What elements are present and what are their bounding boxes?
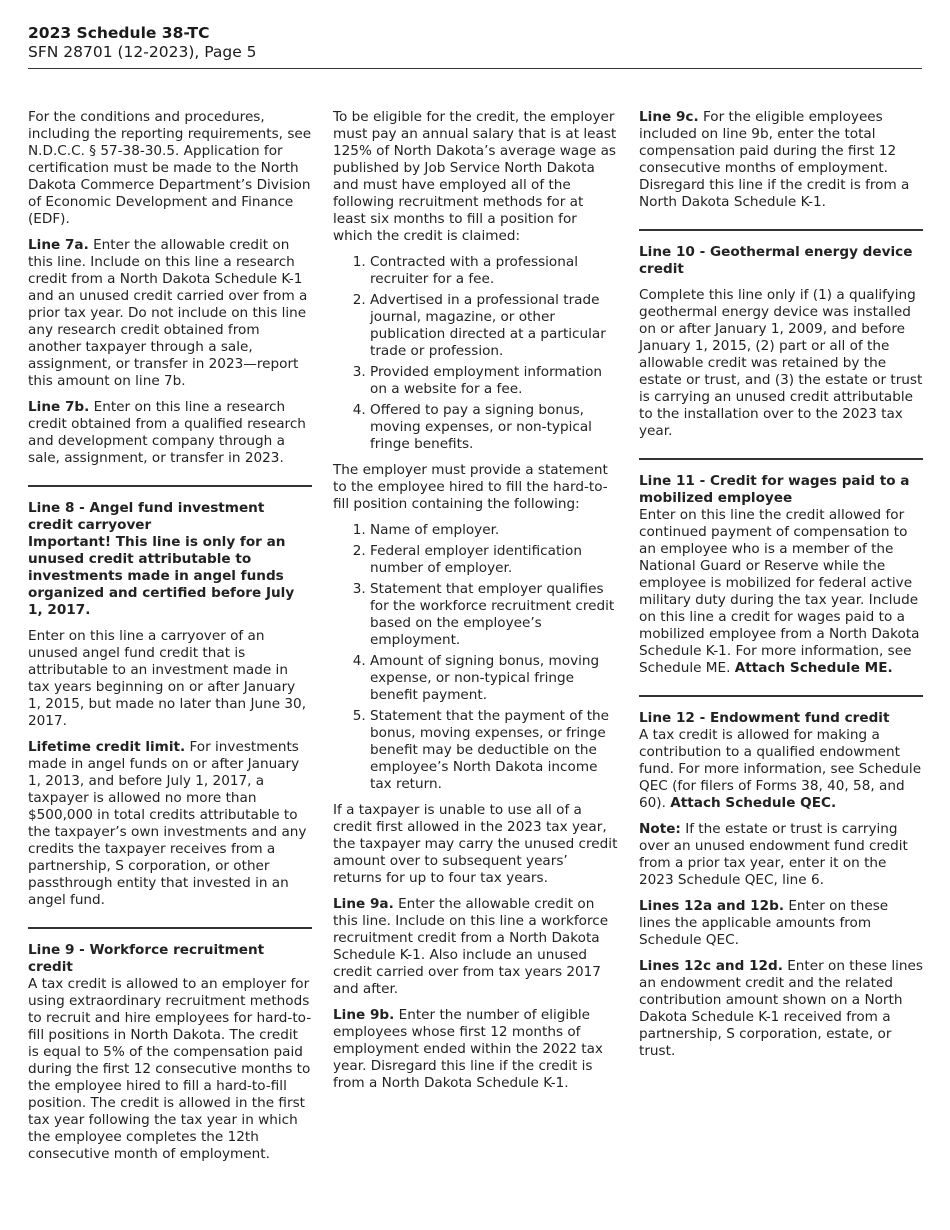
line-12-attach: Attach Schedule QEC. (670, 795, 837, 811)
recruitment-methods-list (333, 254, 618, 453)
line-9b-label: Line 9b. (333, 1007, 395, 1023)
list-item: 4. Amount of signing bonus, moving expense, or non-typical fringe benefit payment. (370, 653, 618, 704)
statement-paragraph: The employer must provide a statement to the employee hired to fill the hard-to-fill position containing the following: (333, 462, 608, 512)
line-9c-text: For the eligible employees included on line 9b, enter the total compensation paid during the first 12 consecutive months of employment. Disregard this line if the credit is from a North Dakota Schedule K-1. (639, 109, 910, 210)
line-9b-text: Enter the number of eligible employees whose first 12 months of employment ended within the 2022 tax year. Disregard this line if the credit is from a North Dakota Schedule K-1. (333, 1007, 603, 1091)
column-3 (639, 109, 923, 1069)
carryover-paragraph: If a taxpayer is unable to use all of a credit first allowed in the 2023 tax year, the taxpayer may carry the unused credit amount over to subsequent years’ returns for up to four tax years. (333, 802, 618, 886)
line-8-heading: Line 8 - Angel fund investment credit carryover (28, 500, 265, 533)
lines-12cd-label: Lines 12c and 12d. (639, 958, 783, 974)
line-7b-label: Line 7b. (28, 399, 90, 415)
line-10-text: Complete this line only if (1) a qualifying geothermal energy device was installed on or after January 1, 2009, and before January 1, 2015, (2) part or all of the allowable credit was retained by the estate or trust, and (3) the estate or trust is carrying an unused credit attributable to the installation over to the 2023 tax year. (639, 287, 923, 439)
line-9-heading: Line 9 - Workforce recruitment credit (28, 942, 265, 975)
line-9b-paragraph (333, 1007, 618, 1092)
line-9-text: A tax credit is allowed to an employer for using extraordinary recruitment methods to recruit and hire employees for hard-to-fill positions in North Dakota. The credit is equal to 5% of the compensation paid during the first 12 consecutive months to the employee hired to fill a hard-to-fill position. The credit is allowed in the first tax year following the tax year in which the employee completes the 12th consecutive month of employment. (28, 976, 312, 1162)
line-8-important: Important! This line is only for an unused credit attributable to investments made in angel funds organized and certified before July 1, 2017. (28, 534, 295, 618)
line-12-paragraph (639, 727, 923, 812)
lifetime-limit-paragraph (28, 739, 312, 909)
column-1 (28, 109, 312, 1172)
list-item: 2. Federal employer identification number of employer. (370, 543, 618, 577)
section-divider (28, 485, 312, 487)
line-7b-text: Enter on this line a research credit obtained from a qualified research and development company through a sale, assignment, or transfer in 2023. (28, 399, 306, 466)
line-10-heading: Line 10 - Geothermal energy device credit (639, 244, 913, 277)
line-7a-label: Line 7a. (28, 237, 89, 253)
line-11-paragraph (639, 507, 923, 677)
section-divider (639, 229, 923, 231)
section-divider (639, 695, 923, 697)
list-item: 1. Name of employer. (370, 522, 618, 539)
lines-12cd-text: Enter on these lines an endowment credit and the related contribution amount shown on a North Dakota Schedule K-1 received from a partnership, S corporation, estate, or trust. (639, 958, 923, 1059)
section-divider (28, 927, 312, 929)
line-7a-text: Enter the allowable credit on this line. Include on this line a research credit from a North Dakota Schedule K-1 and an unused credit carried over from a prior tax year. Do not include on this line any research credit obtained from another taxpayer through a sale, assignment, or transfer in 2023—report this amount on line 7b. (28, 237, 308, 389)
note-text: If the estate or trust is carrying over an unused endowment fund credit from a prior tax year, enter it on the 2023 Schedule QEC, line 6. (639, 821, 908, 888)
line-7b-paragraph (28, 399, 312, 467)
line-7a-paragraph (28, 237, 312, 390)
line-9c-label: Line 9c. (639, 109, 699, 125)
lines-12ab-text: Enter on these lines the applicable amounts from Schedule QEC. (639, 898, 889, 948)
note-label: Note: (639, 821, 681, 837)
line-12-text: A tax credit is allowed for making a contribution to a qualified endowment fund. For more information, see Schedule QEC (for filers of Forms 38, 40, 58, and 60). (639, 727, 922, 811)
line-9a-label: Line 9a. (333, 896, 394, 912)
list-item: 5. Statement that the payment of the bonus, moving expenses, or fringe benefit may be deductible on the employee’s North Dakota income tax return. (370, 708, 618, 793)
list-item: 1. Contracted with a professional recruiter for a fee. (370, 254, 618, 288)
line-12-heading: Line 12 - Endowment fund credit (639, 710, 890, 726)
form-subtitle: SFN 28701 (12-2023), Page 5 (28, 43, 257, 61)
line-9a-paragraph (333, 896, 618, 998)
list-item: 3. Statement that employer qualifies for the workforce recruitment credit based on the employee’s employment. (370, 581, 618, 649)
lines-12ab-paragraph (639, 898, 923, 949)
line-8-text: Enter on this line a carryover of an unused angel fund credit that is attributable to an investment made in tax years beginning on or after January 1, 2015, but made no later than June 30, 2017. (28, 628, 307, 729)
line-11-text: Enter on this line the credit allowed for continued payment of compensation to an employee who is a member of the National Guard or Reserve while the employee is mobilized for federal active military duty during the tax year. Include on this line a credit for wages paid to a mobilized employee from a North Dakota Schedule K-1. For more information, see Schedule ME. (639, 507, 920, 676)
lines-12cd-paragraph (639, 958, 923, 1060)
section-divider (639, 458, 923, 460)
header-divider (28, 68, 922, 69)
lifetime-limit-text: For investments made in angel funds on or after January 1, 2013, and before July 1, 2017, a taxpayer is allowed no more than $500,000 in total credits attributable to the taxpayer’s own investments and any credits the taxpayer receives from a partnership, S corporation, or other passthrough entity that invested in an angel fund. (28, 739, 307, 908)
line-11-heading: Line 11 - Credit for wages paid to a mobilized employee (639, 473, 910, 506)
lifetime-limit-label: Lifetime credit limit. (28, 739, 186, 755)
line-11-attach: Attach Schedule ME. (734, 660, 893, 676)
page-header (28, 24, 922, 62)
schedule-title: 2023 Schedule 38-TC (28, 24, 210, 42)
line-9a-text: Enter the allowable credit on this line. Include on this line a workforce recruitment credit from a North Dakota Schedule K-1. Also include an unused credit carried over from tax years 2017 and after. (333, 896, 609, 997)
note-paragraph (639, 821, 923, 889)
statement-items-list (333, 522, 618, 793)
eligibility-paragraph: To be eligible for the credit, the employer must pay an annual salary that is at least 125% of North Dakota’s average wage as published by Job Service North Dakota and must have employed all of the following recruitment methods for at least six months to fill a position for which the credit is claimed: (333, 109, 617, 244)
list-item: 4. Offered to pay a signing bonus, moving expenses, or non-typical fringe benefits. (370, 402, 618, 453)
column-2 (333, 109, 618, 1101)
lines-12ab-label: Lines 12a and 12b. (639, 898, 784, 914)
conditions-paragraph: For the conditions and procedures, including the reporting requirements, see N.D.C.C. § 57-38-30.5. Application for certification must be made to the North Dakota Commerce Department’s Division of Economic Development and Finance (EDF). (28, 109, 312, 227)
list-item: 3. Provided employment information on a website for a fee. (370, 364, 618, 398)
list-item: 2. Advertised in a professional trade journal, magazine, or other publication directed at a particular trade or profession. (370, 292, 618, 360)
line-9c-paragraph (639, 109, 923, 211)
